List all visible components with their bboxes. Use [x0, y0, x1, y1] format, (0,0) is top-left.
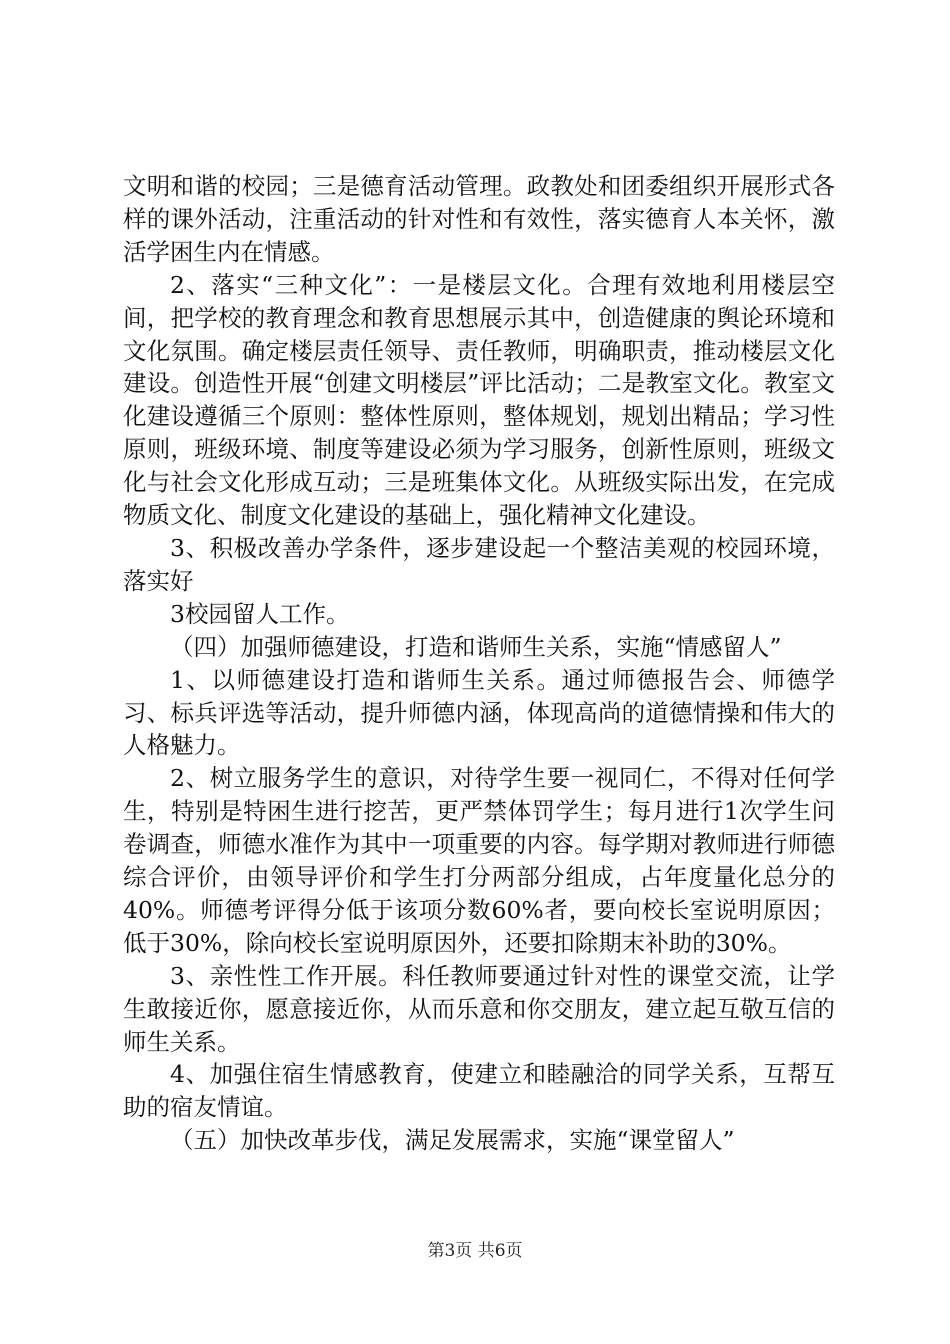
paragraph-teacher-ethics: 1、以师德建设打造和谐师生关系。通过师德报告会、师德学习、标兵评选等活动，提升师德内涵，体现高尚的道德情操和伟大的人格魅力。: [123, 665, 835, 760]
paragraph-continuation: 文明和谐的校园；三是德育活动管理。政教处和团委组织开展形式各样的课外活动，注重活动的针对性和有效性，落实德育人本关怀，激活学困生内在情感。: [123, 172, 835, 266]
paragraph-school-conditions: 3、积极改善办学条件，逐步建设起一个整洁美观的校园环境，落实好: [123, 533, 835, 595]
page-number-footer: 第3页 共6页: [427, 1241, 523, 1261]
paragraph-campus-retention: 3校园留人工作。: [170, 599, 350, 628]
section-heading-five: （五）加快改革步伐，满足发展需求，实施“课堂留人”: [170, 1126, 735, 1155]
paragraph-boarding-students: 4、加强住宿生情感教育，使建立和睦融洽的同学关系，互帮互助的宿友情谊。: [123, 1060, 835, 1122]
paragraph-three-cultures: 2、落实“三种文化”：一是楼层文化。合理有效地利用楼层空间，把学校的教育理念和教育思想展示其中，创造健康的舆论环境和文化氛围。确定楼层责任领导、责任教师，明确职责，推动楼层文化建设。创造性开展“创建文明楼层”评比活动；二是教室文化。教室文化建设遵循三个原则：整体性原则，整体规划，规划出精品；学习性原则，班级环境、制度等建设必须为学习服务，创新性原则，班级文化与社会文化形成互动；三是班集体文化。从班级实际出发，在完成物质文化、制度文化建设的基础上，强化精神文化建设。: [123, 270, 835, 530]
section-heading-four: （四）加强师德建设，打造和谐师生关系，实施“情感留人”: [170, 632, 782, 661]
paragraph-affinity-work: 3、亲性性工作开展。科任教师要通过针对性的课堂交流，让学生敢接近你，愿意接近你，从而乐意和你交朋友，建立起互敬互信的师生关系。: [123, 961, 835, 1056]
document-body: [123, 170, 835, 1157]
paragraph-serve-students: 2、树立服务学生的意识，对待学生要一视同仁，不得对任何学生，特别是特困生进行挖苦，更严禁体罚学生；每月进行1次学生问卷调查，师德水准作为其中一项重要的内容。每学期对教师进行师德综合评价，由领导评价和学生打分两部分组成，占年度量化总分的40%。师德考评得分低于该项分数60%者，要向校长室说明原因；低于30%，除向校长室说明原因外，还要扣除期末补助的30%。: [123, 764, 835, 957]
